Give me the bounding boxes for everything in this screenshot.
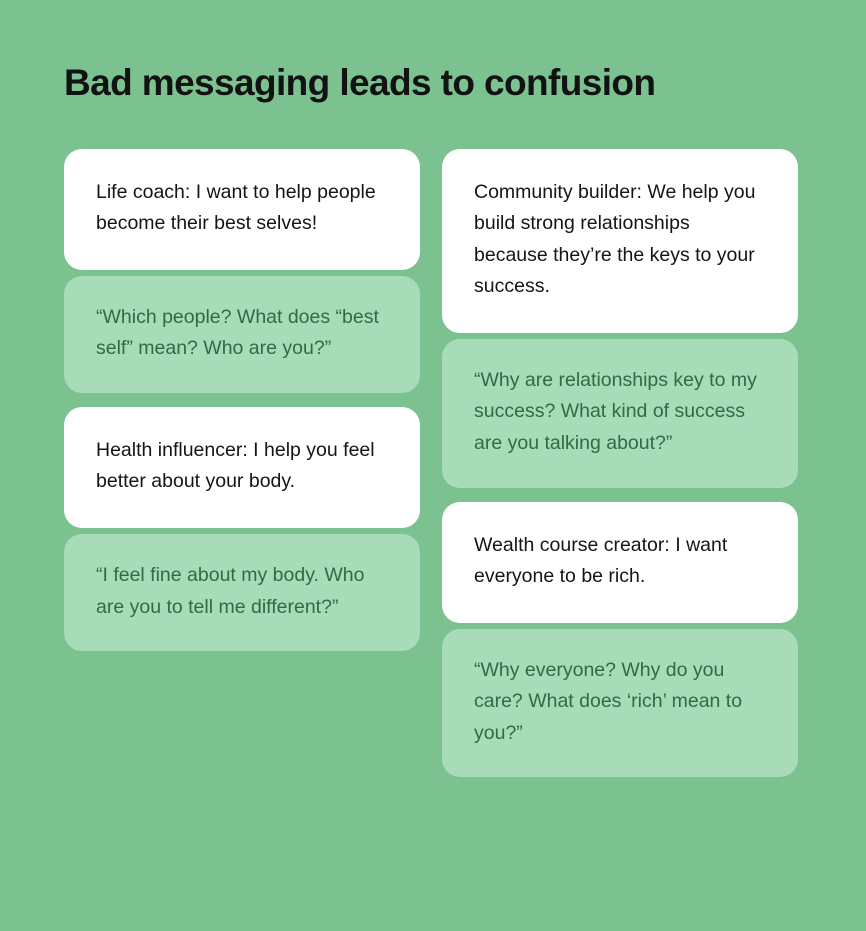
reaction-card: “Why everyone? Why do you care? What does ‘rich’ mean to you?”	[442, 629, 798, 778]
message-pair	[442, 149, 798, 488]
column-left	[64, 149, 420, 652]
reaction-card: “I feel fine about my body. Who are you to tell me different?”	[64, 534, 420, 651]
column-gap	[442, 488, 798, 502]
statement-card: Life coach: I want to help people become their best selves!	[64, 149, 420, 270]
reaction-card: “Why are relationships key to my success? What kind of success are you talking about?”	[442, 339, 798, 488]
statement-card: Health influencer: I help you feel better about your body.	[64, 407, 420, 528]
page-title: Bad messaging leads to confusion	[64, 62, 656, 103]
statement-card: Community builder: We help you build strong relationships because they’re the keys to your success.	[442, 149, 798, 333]
message-pair	[442, 502, 798, 778]
reaction-card: “Which people? What does “best self” mean? Who are you?”	[64, 276, 420, 393]
message-pair	[64, 407, 420, 651]
card-columns	[64, 149, 802, 778]
message-pair	[64, 149, 420, 393]
column-gap	[64, 393, 420, 407]
statement-card: Wealth course creator: I want everyone to be rich.	[442, 502, 798, 623]
column-right	[442, 149, 798, 778]
